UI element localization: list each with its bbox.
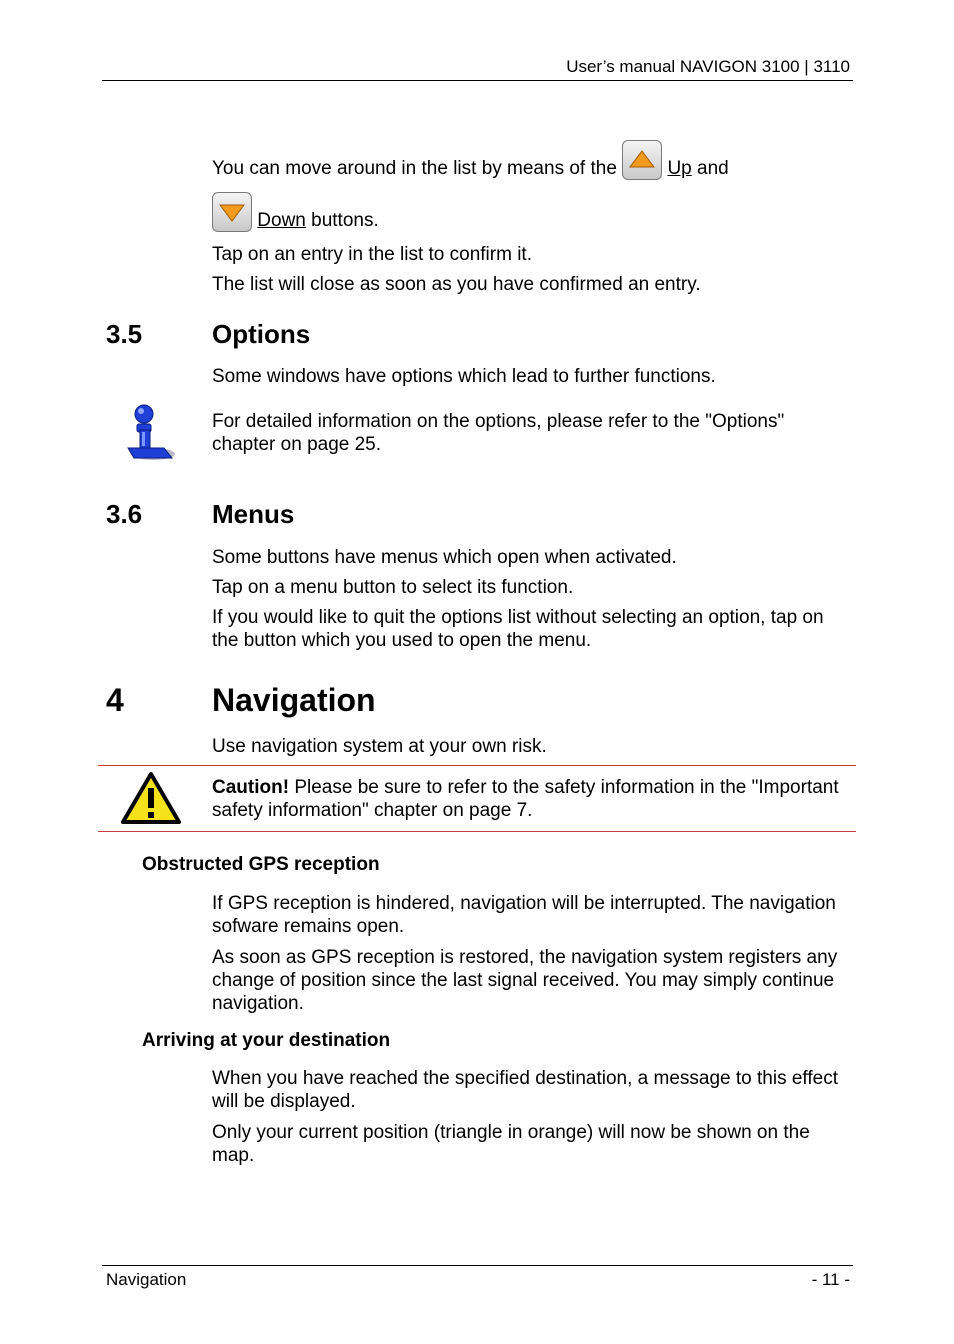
menus-para-3: If you would like to quit the options list without selecting an option, tap on the button which you used to open the menu.	[212, 607, 824, 651]
menus-section-title: Menus	[212, 499, 295, 529]
caution-bottom-rule	[98, 831, 856, 832]
menus-para-2: Tap on a menu button to select its function.	[212, 577, 574, 598]
options-section-number: 3.5	[106, 319, 143, 349]
down-label: Down	[257, 210, 306, 231]
gps-para-1: If GPS reception is hindered, navigation will be interrupted. The navigation sofware remains open.	[212, 893, 836, 937]
header-rule	[102, 80, 853, 81]
header-title: User’s manual NAVIGON 3100 | 3110	[566, 57, 850, 76]
chapter-number: 4	[106, 682, 124, 718]
chapter-title: Navigation	[212, 682, 376, 718]
caution-note	[212, 776, 852, 822]
intro-confirm-text: Tap on an entry in the list to confirm it.	[212, 244, 532, 265]
and-text: and	[697, 158, 729, 179]
down-arrow-icon	[212, 192, 252, 232]
page-number: - 11 -	[811, 1270, 850, 1289]
caution-text: Please be sure to refer to the safety information in the "Important safety information" chapter on page 7.	[212, 777, 839, 821]
warning-triangle-icon	[120, 771, 182, 831]
info-person-icon	[122, 402, 178, 470]
options-info-note: For detailed information on the options, please refer to the "Options" chapter on page 25.	[212, 411, 785, 455]
options-text: Some windows have options which lead to further functions.	[212, 366, 716, 387]
options-section-title: Options	[212, 319, 311, 349]
up-label: Up	[667, 158, 692, 179]
footer-rule	[102, 1265, 853, 1266]
intro-close-text: The list will close as soon as you have confirmed an entry.	[212, 274, 701, 295]
menus-section-number: 3.6	[106, 499, 143, 529]
menus-para-1: Some buttons have menus which open when activated.	[212, 547, 677, 568]
caution-label: Caution!	[212, 777, 290, 798]
navigation-intro: Use navigation system at your own risk.	[212, 736, 547, 757]
destination-section-title: Arriving at your destination	[142, 1030, 391, 1051]
intro-move-paragraph	[212, 140, 852, 244]
gps-section-title: Obstructed GPS reception	[142, 854, 380, 875]
caution-top-rule	[98, 765, 856, 766]
destination-para-1: When you have reached the specified destination, a message to this effect will be displayed.	[212, 1068, 838, 1112]
footer-section: Navigation	[106, 1270, 187, 1289]
destination-para-2: Only your current position (triangle in orange) will now be shown on the map.	[212, 1122, 810, 1166]
up-arrow-icon	[622, 140, 662, 180]
gps-para-2: As soon as GPS reception is restored, the navigation system registers any change of position since the last signal received. You may simply continue navigation.	[212, 947, 838, 1014]
intro-move-text: You can move around in the list by means of the	[212, 158, 617, 179]
buttons-text: buttons.	[311, 210, 379, 231]
